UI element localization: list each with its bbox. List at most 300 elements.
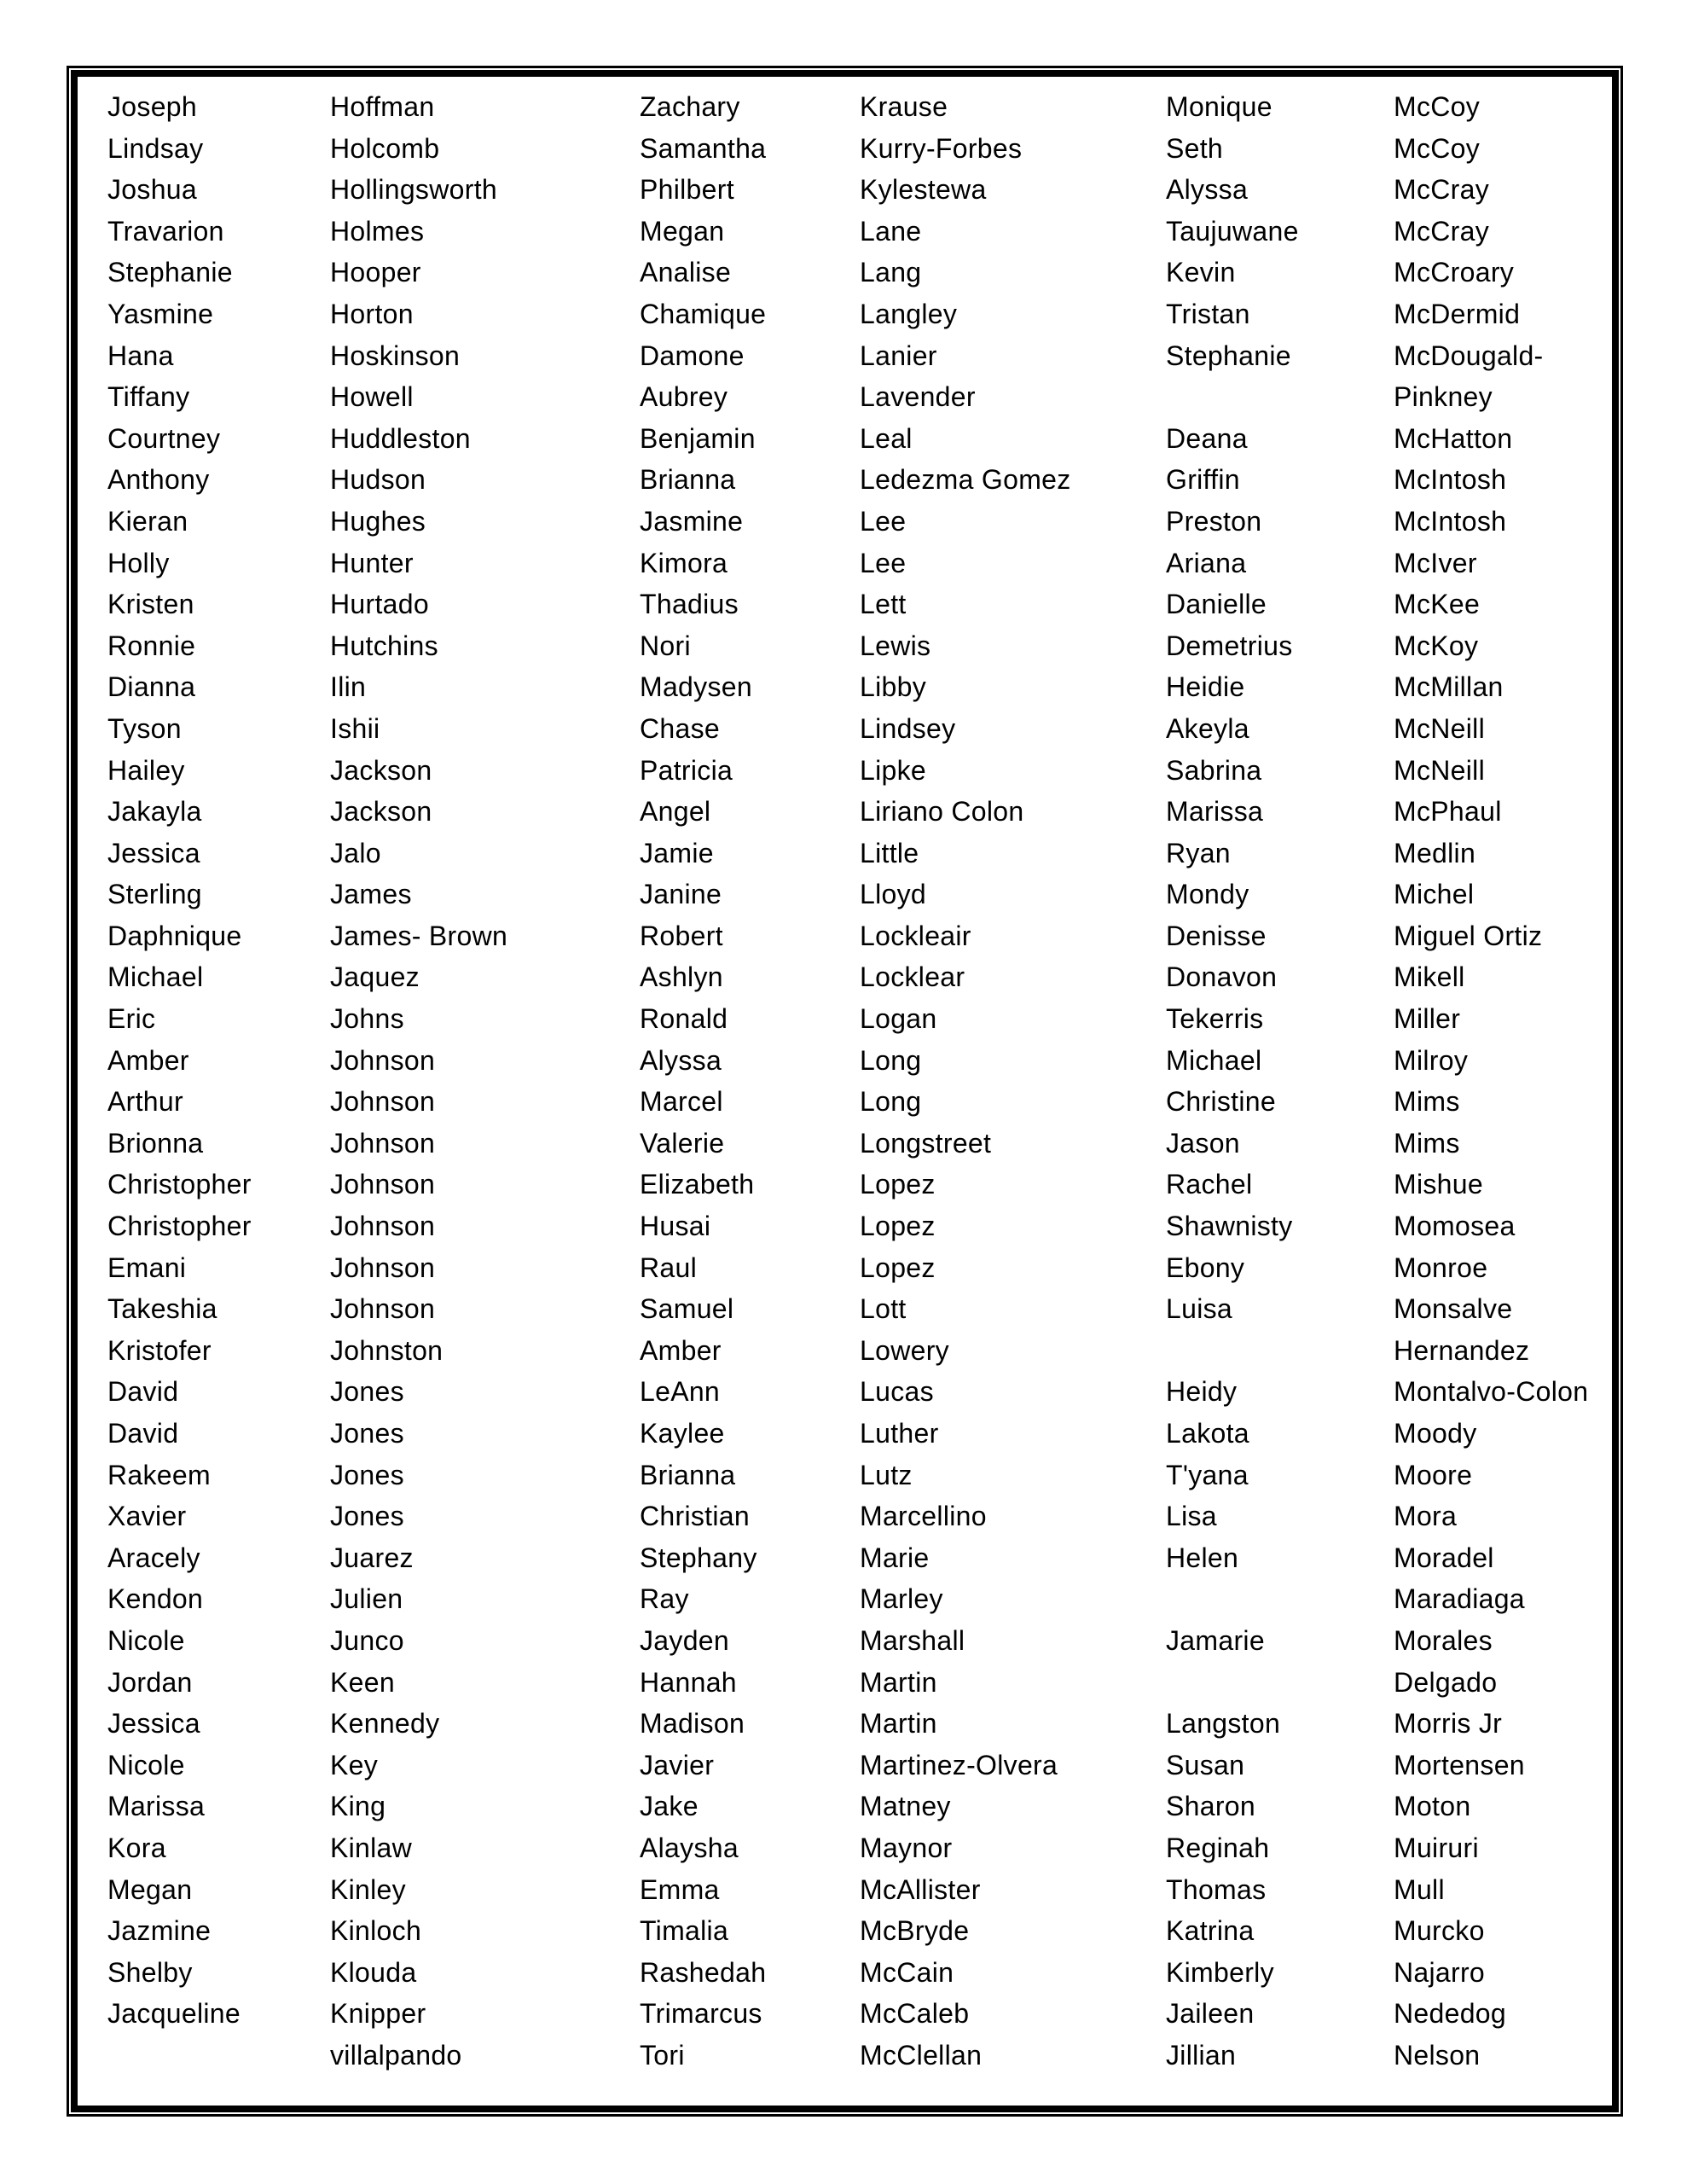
- first-name-cell: Nicole: [107, 1624, 185, 1656]
- first-name-cell: Kristen: [107, 589, 194, 620]
- first-name-cell: Madison: [640, 1708, 745, 1740]
- last-name-cell: Lopez: [860, 1252, 936, 1283]
- last-name-cell: Moody: [1394, 1418, 1477, 1449]
- first-name-cell: Monique: [1166, 91, 1272, 122]
- roster-row: [640, 874, 1160, 915]
- last-name-cell: James- Brown: [330, 920, 508, 951]
- last-name-cell: Monroe: [1394, 1252, 1488, 1283]
- last-name-cell: Monsalve: [1394, 1293, 1513, 1325]
- roster-row: [1166, 1827, 1609, 1869]
- last-name-cell: Marley: [860, 1583, 943, 1615]
- first-name-cell: Deana: [1166, 422, 1248, 454]
- last-name-cell: McIntosh: [1394, 505, 1507, 537]
- roster-row: [107, 293, 632, 335]
- roster-row: [107, 252, 632, 293]
- last-name-cell: Kennedy: [330, 1708, 440, 1740]
- roster-row: [1166, 1330, 1609, 1372]
- roster-content: [78, 77, 1612, 2106]
- last-name-cell: Hughes: [330, 505, 426, 537]
- roster-row: [640, 211, 1160, 253]
- last-name-cell: Matney: [860, 1791, 951, 1822]
- first-name-cell: Jayden: [640, 1624, 729, 1656]
- first-name-cell: Timalia: [640, 1915, 729, 1947]
- last-name-cell: Milroy: [1394, 1044, 1469, 1076]
- first-name-cell: Trimarcus: [640, 1998, 762, 2030]
- roster-row: [640, 1745, 1160, 1786]
- first-name-cell: [107, 2035, 330, 2077]
- last-name-cell: Lopez: [860, 1169, 936, 1200]
- last-name-cell: Mikell: [1394, 961, 1465, 993]
- roster-row: [640, 128, 1160, 170]
- last-name-cell: Delgado: [1394, 1666, 1498, 1698]
- last-name-cell: James: [330, 879, 412, 910]
- first-name-cell: Preston: [1166, 505, 1262, 537]
- roster-row: [107, 211, 632, 253]
- last-name-cell: Mims: [1394, 1086, 1460, 1118]
- roster-row: [640, 1455, 1160, 1496]
- last-name-cell: Lanier: [860, 340, 937, 371]
- first-name-cell: Michael: [107, 961, 204, 993]
- roster-row: [107, 335, 632, 377]
- last-name-cell: Hutchins: [330, 630, 438, 661]
- last-name-cell: Marie: [860, 1542, 930, 1573]
- last-name-cell: Murcko: [1394, 1915, 1485, 1947]
- last-name-cell: Horton: [330, 298, 414, 329]
- roster-row: [1166, 750, 1609, 792]
- roster-row: [640, 1827, 1160, 1869]
- first-name-cell: Takeshia: [107, 1293, 217, 1325]
- first-name-cell: Heidy: [1166, 1376, 1238, 1408]
- first-name-cell: Jessica: [107, 1708, 200, 1740]
- first-name-cell: Ebony: [1166, 1252, 1245, 1283]
- last-name-cell: Moradel: [1394, 1542, 1494, 1573]
- roster-row: [1166, 376, 1609, 418]
- roster-row: [640, 1869, 1160, 1911]
- roster-row: [1166, 666, 1609, 708]
- first-name-cell: Alyssa: [640, 1044, 722, 1076]
- roster-row: [1166, 543, 1609, 584]
- last-name-cell: Jalo: [330, 837, 381, 868]
- roster-row: [107, 1040, 632, 1082]
- roster-row: [1166, 1910, 1609, 1952]
- roster-row: [640, 1993, 1160, 2035]
- roster-row: [107, 1827, 632, 1869]
- roster-row: [107, 376, 632, 418]
- roster-row: [1166, 1371, 1609, 1413]
- last-name-cell: Libby: [860, 671, 926, 703]
- last-name-cell: Johnson: [330, 1127, 436, 1159]
- last-name-cell: Hollingsworth: [330, 174, 497, 206]
- roster-row: [107, 625, 632, 667]
- last-name-cell: Kinloch: [330, 1915, 422, 1947]
- first-name-cell: Arthur: [107, 1086, 183, 1118]
- first-name-cell: [1166, 1578, 1394, 1620]
- first-name-cell: Amber: [107, 1044, 189, 1076]
- first-name-cell: Taujuwane: [1166, 215, 1299, 247]
- first-name-cell: Griffin: [1166, 464, 1240, 496]
- roster-row: [640, 1786, 1160, 1827]
- last-name-cell: Mishue: [1394, 1169, 1483, 1200]
- first-name-cell: Hana: [107, 340, 174, 371]
- roster-row: [640, 708, 1160, 750]
- last-name-cell: McNeill: [1394, 712, 1485, 744]
- first-name-cell: Aubrey: [640, 381, 728, 413]
- first-name-cell: Robert: [640, 920, 723, 951]
- last-name-cell: Longstreet: [860, 1127, 992, 1159]
- first-name-cell: LeAnn: [640, 1376, 721, 1408]
- first-name-cell: Nori: [640, 630, 691, 661]
- first-name-cell: Elizabeth: [640, 1169, 755, 1200]
- roster-row: [1166, 1123, 1609, 1165]
- first-name-cell: Tori: [640, 2039, 685, 2071]
- roster-row: [1166, 915, 1609, 957]
- last-name-cell: Morales: [1394, 1624, 1493, 1656]
- first-name-cell: Tristan: [1166, 298, 1250, 329]
- first-name-cell: Anthony: [107, 464, 210, 496]
- first-name-cell: Jakayla: [107, 796, 202, 828]
- roster-row: [1166, 1952, 1609, 1994]
- roster-row: [1166, 418, 1609, 460]
- last-name-cell: Kinley: [330, 1873, 406, 1905]
- last-name-cell: Knipper: [330, 1998, 426, 2030]
- last-name-cell: McClellan: [860, 2039, 983, 2071]
- last-name-cell: Nelson: [1394, 2039, 1481, 2071]
- last-name-cell: Howell: [330, 381, 414, 413]
- last-name-cell: Logan: [860, 1003, 937, 1035]
- first-name-cell: Samuel: [640, 1293, 734, 1325]
- first-name-cell: Seth: [1166, 132, 1224, 164]
- roster-row: [107, 584, 632, 625]
- last-name-cell: Kylestewa: [860, 174, 987, 206]
- roster-row: [1166, 335, 1609, 377]
- first-name-cell: Ray: [640, 1583, 689, 1615]
- roster-row: [107, 833, 632, 874]
- roster-row: [107, 418, 632, 460]
- first-name-cell: Kimora: [640, 547, 728, 578]
- first-name-cell: Langston: [1166, 1708, 1281, 1740]
- last-name-cell: Lee: [860, 547, 907, 578]
- roster-row: [640, 625, 1160, 667]
- first-name-cell: Jordan: [107, 1666, 193, 1698]
- roster-row: [1166, 791, 1609, 833]
- last-name-cell: Pinkney: [1394, 381, 1493, 413]
- first-name-cell: Jacqueline: [107, 1998, 241, 2030]
- name-column-pair-2: [640, 86, 1160, 2077]
- roster-row: [1166, 459, 1609, 501]
- first-name-cell: Lindsay: [107, 132, 204, 164]
- first-name-cell: Shawnisty: [1166, 1211, 1293, 1242]
- roster-row: [640, 1288, 1160, 1330]
- last-name-cell: Mims: [1394, 1127, 1460, 1159]
- last-name-cell: Marshall: [860, 1624, 965, 1656]
- last-name-cell: Medlin: [1394, 837, 1476, 868]
- roster-row: [640, 1662, 1160, 1704]
- roster-row: [1166, 293, 1609, 335]
- roster-row: [640, 915, 1160, 957]
- last-name-cell: Maradiaga: [1394, 1583, 1525, 1615]
- last-name-cell: McCoy: [1394, 91, 1481, 122]
- last-name-cell: Mull: [1394, 1873, 1445, 1905]
- roster-row: [1166, 833, 1609, 874]
- roster-row: [640, 1413, 1160, 1455]
- first-name-cell: Thadius: [640, 589, 739, 620]
- roster-row: [107, 1537, 632, 1579]
- first-name-cell: Jake: [640, 1791, 699, 1822]
- roster-row: [640, 791, 1160, 833]
- roster-row: [1166, 128, 1609, 170]
- roster-row: [1166, 874, 1609, 915]
- roster-row: [640, 1578, 1160, 1620]
- last-name-cell: Leal: [860, 422, 913, 454]
- roster-row: [640, 2035, 1160, 2077]
- roster-row: [107, 1413, 632, 1455]
- first-name-cell: Sterling: [107, 879, 202, 910]
- first-name-cell: [1166, 1330, 1394, 1372]
- roster-row: [1166, 252, 1609, 293]
- roster-row: [640, 1537, 1160, 1579]
- first-name-cell: Lisa: [1166, 1501, 1217, 1532]
- last-name-cell: Lopez: [860, 1211, 936, 1242]
- last-name-cell: Lavender: [860, 381, 976, 413]
- first-name-cell: Xavier: [107, 1501, 187, 1532]
- roster-row: [1166, 1703, 1609, 1745]
- roster-row: [1166, 1993, 1609, 2035]
- last-name-cell: McPhaul: [1394, 796, 1502, 828]
- last-name-cell: McMillan: [1394, 671, 1504, 703]
- last-name-cell: Miller: [1394, 1003, 1461, 1035]
- roster-row: [1166, 1869, 1609, 1911]
- roster-row: [640, 293, 1160, 335]
- roster-row: [640, 666, 1160, 708]
- roster-row: [640, 376, 1160, 418]
- first-name-cell: Rachel: [1166, 1169, 1253, 1200]
- last-name-cell: Johnson: [330, 1252, 436, 1283]
- first-name-cell: Luisa: [1166, 1293, 1232, 1325]
- first-name-cell: Joseph: [107, 91, 197, 122]
- first-name-cell: Denisse: [1166, 920, 1267, 951]
- roster-row: [107, 1205, 632, 1247]
- last-name-cell: Mora: [1394, 1501, 1458, 1532]
- roster-row: [107, 791, 632, 833]
- first-name-cell: Michael: [1166, 1044, 1262, 1076]
- roster-row: [107, 874, 632, 915]
- first-name-cell: Marissa: [1166, 796, 1264, 828]
- first-name-cell: Ashlyn: [640, 961, 723, 993]
- first-name-cell: Sabrina: [1166, 754, 1262, 786]
- last-name-cell: McDougald-: [1394, 340, 1544, 371]
- first-name-cell: Benjamin: [640, 422, 756, 454]
- roster-row: [1166, 1205, 1609, 1247]
- roster-row: [107, 1620, 632, 1662]
- roster-row: [107, 1496, 632, 1537]
- roster-row: [107, 1703, 632, 1745]
- first-name-cell: Kimberly: [1166, 1956, 1274, 1988]
- last-name-cell: Luther: [860, 1418, 939, 1449]
- roster-row: [640, 335, 1160, 377]
- last-name-cell: Marcellino: [860, 1501, 987, 1532]
- last-name-cell: Long: [860, 1086, 922, 1118]
- first-name-cell: Christopher: [107, 1211, 252, 1242]
- roster-row: [1166, 2035, 1609, 2077]
- first-name-cell: Hailey: [107, 754, 185, 786]
- page-border-inner: [71, 70, 1619, 2112]
- roster-row: [640, 584, 1160, 625]
- first-name-cell: Zachary: [640, 91, 740, 122]
- roster-row: [107, 1952, 632, 1994]
- last-name-cell: Maynor: [860, 1832, 953, 1863]
- roster-row: [1166, 1413, 1609, 1455]
- roster-row: [1166, 1662, 1609, 1704]
- last-name-cell: Lott: [860, 1293, 907, 1325]
- roster-row: [640, 1952, 1160, 1994]
- last-name-cell: Johnson: [330, 1211, 436, 1242]
- roster-row: [640, 1620, 1160, 1662]
- last-name-cell: McCoy: [1394, 132, 1481, 164]
- first-name-cell: Kristofer: [107, 1334, 212, 1366]
- last-name-cell: Ledezma Gomez: [860, 464, 1071, 496]
- last-name-cell: Liriano Colon: [860, 796, 1024, 828]
- last-name-cell: McAllister: [860, 1873, 981, 1905]
- last-name-cell: Jones: [330, 1459, 404, 1490]
- last-name-cell: Montalvo-Colon: [1394, 1376, 1589, 1408]
- first-name-cell: Christopher: [107, 1169, 252, 1200]
- last-name-cell: Lett: [860, 589, 907, 620]
- last-name-cell: Huddleston: [330, 422, 471, 454]
- last-name-cell: McIntosh: [1394, 464, 1507, 496]
- roster-row: [107, 1164, 632, 1205]
- first-name-cell: Jasmine: [640, 505, 744, 537]
- last-name-cell: Morris Jr: [1394, 1708, 1503, 1740]
- roster-row: [1166, 998, 1609, 1040]
- first-name-cell: Analise: [640, 257, 732, 288]
- last-name-cell: Jaquez: [330, 961, 420, 993]
- last-name-cell: Mortensen: [1394, 1749, 1525, 1780]
- first-name-cell: Patricia: [640, 754, 733, 786]
- first-name-cell: Philbert: [640, 174, 734, 206]
- last-name-cell: Hoskinson: [330, 340, 461, 371]
- last-name-cell: Johnson: [330, 1086, 436, 1118]
- last-name-cell: villalpando: [330, 2039, 462, 2071]
- roster-row: [640, 459, 1160, 501]
- last-name-cell: McHatton: [1394, 422, 1513, 454]
- last-name-cell: Johnson: [330, 1044, 436, 1076]
- roster-row: [640, 86, 1160, 128]
- roster-row: [640, 833, 1160, 874]
- roster-row: [107, 543, 632, 584]
- roster-row: [640, 1910, 1160, 1952]
- first-name-cell: Tiffany: [107, 381, 190, 413]
- first-name-cell: Jamarie: [1166, 1624, 1265, 1656]
- last-name-cell: Jones: [330, 1501, 404, 1532]
- first-name-cell: Damone: [640, 340, 745, 371]
- last-name-cell: Johnston: [330, 1334, 443, 1366]
- first-name-cell: Tekerris: [1166, 1003, 1264, 1035]
- first-name-cell: Alyssa: [1166, 174, 1249, 206]
- last-name-cell: Lutz: [860, 1459, 913, 1490]
- roster-row: [1166, 1455, 1609, 1496]
- last-name-cell: Moton: [1394, 1791, 1471, 1822]
- last-name-cell: Keen: [330, 1666, 395, 1698]
- first-name-cell: Lakota: [1166, 1418, 1249, 1449]
- last-name-cell: Johns: [330, 1003, 404, 1035]
- roster-row: [1166, 169, 1609, 211]
- last-name-cell: Lucas: [860, 1376, 934, 1408]
- roster-row: [107, 1371, 632, 1413]
- last-name-cell: Holcomb: [330, 132, 440, 164]
- roster-row: [640, 252, 1160, 293]
- last-name-cell: Michel: [1394, 879, 1475, 910]
- roster-row: [107, 1247, 632, 1289]
- first-name-cell: Brianna: [640, 464, 736, 496]
- last-name-cell: Hudson: [330, 464, 426, 496]
- first-name-cell: Marcel: [640, 1086, 723, 1118]
- last-name-cell: McBryde: [860, 1915, 970, 1947]
- first-name-cell: Stephanie: [1166, 340, 1291, 371]
- first-name-cell: Jaileen: [1166, 1998, 1255, 2030]
- first-name-cell: Christian: [640, 1501, 750, 1532]
- last-name-cell: Hurtado: [330, 589, 429, 620]
- first-name-cell: Tyson: [107, 712, 182, 744]
- roster-row: [1166, 625, 1609, 667]
- roster-row: [1166, 708, 1609, 750]
- roster-row: [640, 1040, 1160, 1082]
- first-name-cell: Jillian: [1166, 2039, 1237, 2071]
- last-name-cell: Lang: [860, 257, 922, 288]
- first-name-cell: Kevin: [1166, 257, 1236, 288]
- roster-row: [107, 1910, 632, 1952]
- last-name-cell: McCroary: [1394, 257, 1515, 288]
- roster-row: [640, 1247, 1160, 1289]
- first-name-cell: Ryan: [1166, 837, 1231, 868]
- first-name-cell: Hannah: [640, 1666, 737, 1698]
- first-name-cell: Brianna: [640, 1459, 736, 1490]
- roster-row: [640, 1123, 1160, 1165]
- first-name-cell: David: [107, 1418, 179, 1449]
- first-name-cell: Kendon: [107, 1583, 204, 1615]
- first-name-cell: Akeyla: [1166, 712, 1249, 744]
- first-name-cell: Emma: [640, 1873, 720, 1905]
- last-name-cell: Little: [860, 837, 919, 868]
- last-name-cell: McKee: [1394, 589, 1481, 620]
- first-name-cell: T'yana: [1166, 1459, 1249, 1490]
- roster-row: [1166, 1288, 1609, 1330]
- name-column-pair-3: [1166, 86, 1609, 2077]
- first-name-cell: Brionna: [107, 1127, 204, 1159]
- first-name-cell: Javier: [640, 1749, 715, 1780]
- roster-row: [107, 1869, 632, 1911]
- last-name-cell: Lee: [860, 505, 907, 537]
- first-name-cell: Eric: [107, 1003, 156, 1035]
- roster-row: [107, 1786, 632, 1827]
- last-name-cell: Krause: [860, 91, 948, 122]
- last-name-cell: Najarro: [1394, 1956, 1486, 1988]
- last-name-cell: Ilin: [330, 671, 367, 703]
- page-border-outer: [67, 66, 1623, 2117]
- roster-row: [640, 1164, 1160, 1205]
- first-name-cell: Emani: [107, 1252, 187, 1283]
- first-name-cell: Kaylee: [640, 1418, 725, 1449]
- first-name-cell: Thomas: [1166, 1873, 1267, 1905]
- first-name-cell: Sharon: [1166, 1791, 1255, 1822]
- last-name-cell: McIver: [1394, 547, 1477, 578]
- first-name-cell: Helen: [1166, 1542, 1239, 1573]
- first-name-cell: Christine: [1166, 1086, 1276, 1118]
- last-name-cell: Muiruri: [1394, 1832, 1479, 1863]
- last-name-cell: Moore: [1394, 1459, 1473, 1490]
- first-name-cell: Holly: [107, 547, 170, 578]
- first-name-cell: Husai: [640, 1211, 711, 1242]
- roster-row: [107, 708, 632, 750]
